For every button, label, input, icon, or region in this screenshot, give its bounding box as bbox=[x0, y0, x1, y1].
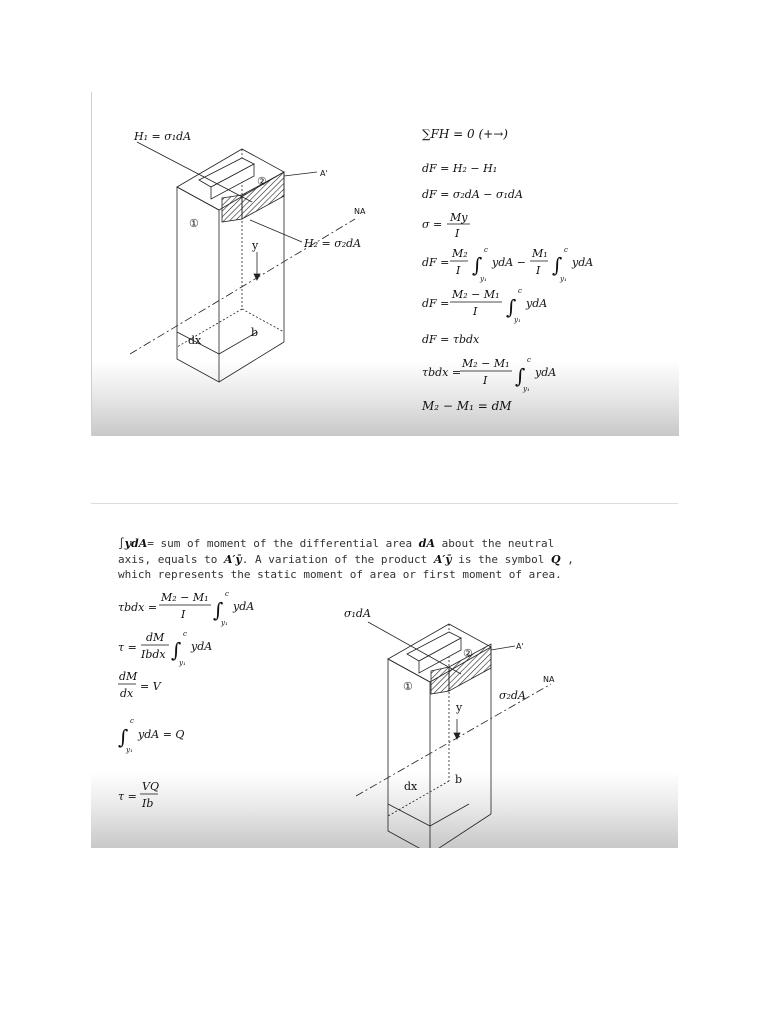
eq6-df-tau: dF = τbdx bbox=[422, 333, 480, 346]
text-line-2-part-c: . A variation of the product bbox=[241, 553, 434, 566]
int-upper: c bbox=[564, 246, 568, 254]
integral-sign: ∫ bbox=[171, 638, 182, 662]
na-label-2: NA bbox=[543, 675, 555, 684]
eq-df-h2-h1: dF = H₂ − H₁ bbox=[422, 162, 498, 175]
int-lower: y₁ bbox=[560, 275, 567, 283]
shear-equation-block bbox=[118, 590, 254, 810]
h2-label: H₂ = σ₂dA bbox=[304, 237, 362, 250]
text-line-1: ∫ydA= sum of moment of the differential area dA about the neutral bbox=[118, 537, 555, 550]
text-line-2-part-a: axis, equals to bbox=[118, 553, 224, 566]
int-upper: c bbox=[484, 246, 488, 254]
a-prime-label-2: A' bbox=[516, 642, 524, 651]
s2-eq3-num: dM bbox=[119, 670, 138, 683]
eq5-num: M₂ − M₁ bbox=[452, 288, 500, 301]
eq-sum-fh: ∑FH = 0 (+→) bbox=[422, 127, 508, 141]
slide-shear-formula bbox=[91, 503, 678, 848]
text-line-1-part-d: about the neutral bbox=[435, 537, 555, 550]
integral-sign: ∫ bbox=[213, 598, 224, 622]
eq7-num: M₂ − M₁ bbox=[462, 357, 510, 370]
sigma2-label: σ₂dA bbox=[499, 689, 526, 702]
region-2-label: ② bbox=[257, 175, 267, 188]
text-line-1-part-b: = sum of moment of the differential area bbox=[147, 537, 419, 550]
integral-sign: ∫ bbox=[552, 253, 563, 277]
int-upper: c bbox=[527, 356, 531, 364]
int-lower: y₁ bbox=[480, 275, 487, 283]
s2-eq3-den: dx bbox=[120, 687, 134, 700]
eq4-f1-num: M₂ bbox=[452, 247, 468, 260]
s2-eq5-den: Ib bbox=[142, 797, 154, 810]
a-prime-ybar-term: A′ȳ bbox=[223, 553, 242, 566]
integral-sign: ∫ bbox=[118, 725, 129, 749]
int-upper: c bbox=[183, 630, 187, 638]
integral-sign: ∫ bbox=[515, 364, 526, 388]
equation-block bbox=[421, 127, 593, 413]
h1-label: H₁ = σ₁dA bbox=[134, 130, 192, 143]
s2-eq1-num: M₂ − M₁ bbox=[161, 591, 209, 604]
int-lower: y₁ bbox=[126, 746, 133, 754]
ydA-term: ydA bbox=[124, 537, 148, 550]
a-prime-label: A' bbox=[320, 169, 328, 178]
slide-shear-flow-derivation bbox=[91, 92, 679, 436]
a-prime-ybar-term-2: A′ȳ bbox=[433, 553, 452, 566]
eq8-dm: M₂ − M₁ = dM bbox=[422, 399, 512, 413]
s2-eq1-den: I bbox=[181, 608, 186, 621]
y-dimension-label-2: y bbox=[456, 701, 463, 714]
int-upper: c bbox=[225, 590, 229, 598]
slide1-drawing bbox=[92, 92, 679, 436]
s2-eq3-rhs: = V bbox=[140, 680, 161, 693]
s2-eq5-lhs: τ = bbox=[118, 790, 137, 803]
eq4-end: ydA bbox=[572, 256, 594, 269]
text-line-3: which represents the static moment of area or first moment of area. bbox=[118, 568, 562, 581]
b-dimension-label: b bbox=[251, 326, 259, 339]
s2-eq2-lhs: τ = bbox=[118, 641, 137, 654]
eq4-f2-den: I bbox=[536, 264, 541, 277]
beam-element-figure bbox=[130, 142, 355, 382]
s2-eq1-lhs: τbdx = bbox=[118, 601, 158, 614]
s2-eq4: ydA = Q bbox=[138, 728, 185, 741]
s2-eq5-num: VQ bbox=[142, 780, 159, 793]
s2-eq1-end: ydA bbox=[233, 600, 255, 613]
text-line-2-part-g: , bbox=[560, 553, 574, 566]
na-label: NA bbox=[354, 207, 366, 216]
int-lower: y₁ bbox=[514, 316, 521, 324]
eq4-mid: ydA − bbox=[492, 256, 526, 269]
region-2-label-2: ② bbox=[463, 647, 473, 660]
integral-sign: ∫ bbox=[506, 295, 517, 319]
slide2-drawing bbox=[91, 504, 678, 848]
region-1-label-2: ① bbox=[403, 680, 413, 693]
eq7-end: ydA bbox=[535, 366, 557, 379]
int-lower: y₁ bbox=[221, 619, 228, 627]
eq4-f2-num: M₁ bbox=[532, 247, 548, 260]
s2-eq2-num: dM bbox=[146, 631, 165, 644]
q-symbol: Q bbox=[551, 553, 561, 566]
text-line-2-part-e: is the symbol bbox=[451, 553, 552, 566]
dx-dimension-label-2: dx bbox=[404, 780, 418, 793]
s2-eq2-end: ydA bbox=[191, 640, 213, 653]
y-dimension-label: y bbox=[252, 239, 259, 252]
int-lower: y₁ bbox=[523, 385, 530, 393]
int-lower: y₁ bbox=[179, 659, 186, 667]
eq-df-sigma: dF = σ₂dA − σ₁dA bbox=[422, 188, 523, 201]
eq7-den: I bbox=[483, 374, 488, 387]
int-upper: c bbox=[518, 287, 522, 295]
sigma1-label: σ₁dA bbox=[344, 607, 371, 620]
dA-term: dA bbox=[418, 537, 436, 550]
region-1-label: ① bbox=[189, 217, 199, 230]
s2-eq2-den: Ibdx bbox=[141, 648, 166, 661]
eq4-lhs: dF = bbox=[422, 256, 450, 269]
int-upper: c bbox=[130, 717, 134, 725]
eq5-lhs: dF = bbox=[422, 297, 450, 310]
eq5-den: I bbox=[473, 305, 478, 318]
integral-sign: ∫ bbox=[472, 253, 483, 277]
eq7-lhs: τbdx = bbox=[422, 366, 462, 379]
eq-sigma-num: My bbox=[450, 211, 468, 224]
beam-element-figure-2 bbox=[356, 622, 551, 848]
eq4-f1-den: I bbox=[456, 264, 461, 277]
eq-sigma-den: I bbox=[455, 227, 460, 240]
eq5-end: ydA bbox=[526, 297, 548, 310]
dx-dimension-label: dx bbox=[188, 334, 202, 347]
b-dimension-label-2: b bbox=[455, 773, 463, 786]
eq-sigma-lhs: σ = bbox=[422, 218, 443, 231]
